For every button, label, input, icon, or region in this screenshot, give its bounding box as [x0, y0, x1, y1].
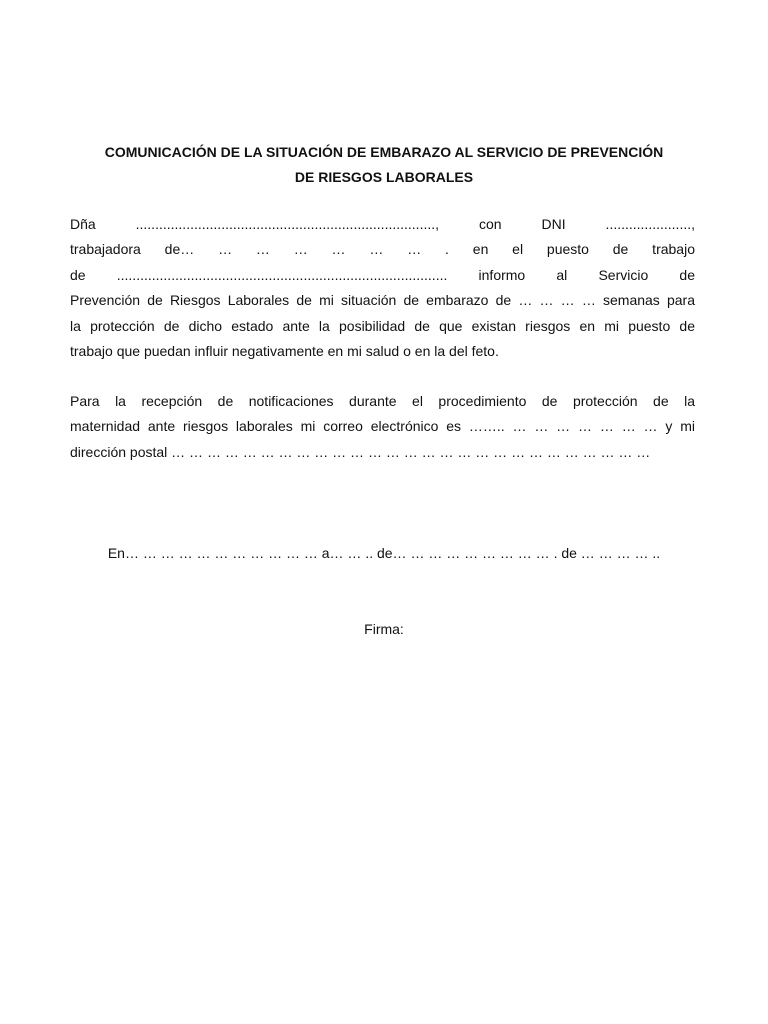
title-line-1: COMUNICACIÓN DE LA SITUACIÓN DE EMBARAZO AL SERVICIO DE PREVENCIÓN: [104, 144, 664, 160]
place-date-line: En… … … … … … … … … … … a… … .. de… … … … … … … … … . de … … … … ..: [107, 545, 661, 561]
paragraph-line: Para la recepción de notificaciones durante el procedimiento de protección de la: [70, 393, 695, 409]
paragraph-line: trabajo que puedan influir negativamente en mi salud o en la del feto.: [70, 343, 499, 360]
signature-label: Firma:: [364, 621, 404, 637]
paragraph-line: Prevención de Riesgos Laborales de mi situación de embarazo de … … … … semanas para: [70, 292, 695, 309]
paragraph-notifications: [70, 389, 695, 465]
paragraph-line: trabajadora de… … … … … … … . en el puesto de trabajo: [70, 241, 695, 258]
title-line-2: DE RIESGOS LABORALES: [294, 169, 474, 185]
document-title: [60, 140, 708, 190]
paragraph-line: Dña ............................................................................., con DNI ......................,: [70, 216, 695, 232]
paragraph-line: maternidad ante riesgos laborales mi correo electrónico es …….. … … … … … … … y mi: [70, 418, 695, 435]
paragraph-line: de ..................................................................................... informo al Servicio de: [70, 266, 695, 283]
paragraph-declaration: [70, 212, 695, 364]
paragraph-line: dirección postal … … … … … … … … … … … … … … … … … … … … … … … … … … …: [70, 443, 651, 460]
paragraph-line: la protección de dicho estado ante la posibilidad de que existan riesgos en mi puesto de: [70, 317, 695, 334]
